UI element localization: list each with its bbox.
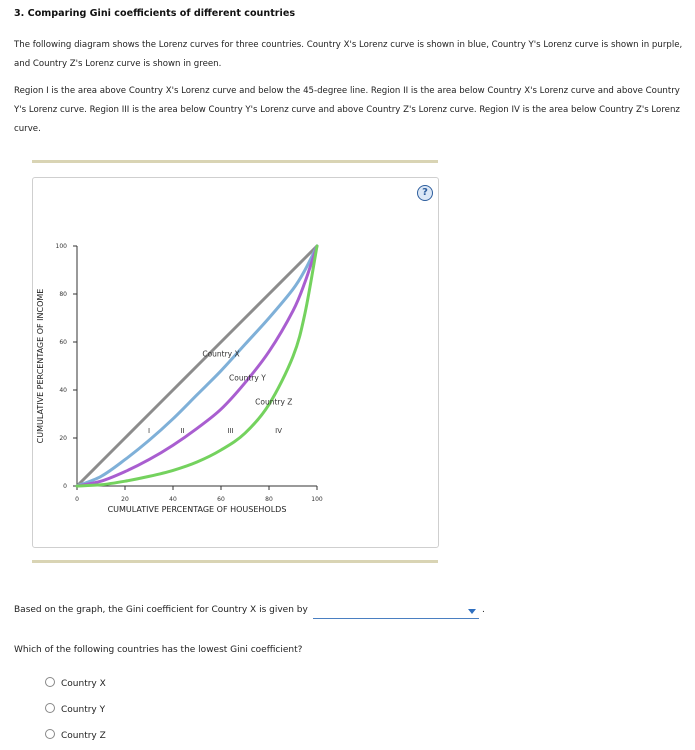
equality-line [77, 246, 317, 486]
gini-question-text: Based on the graph, the Gini coefficient for Country X is given by [14, 605, 308, 615]
region-label: III [227, 427, 234, 436]
question-mark-icon[interactable]: ? [417, 185, 433, 201]
lowest-gini-question: Which of the following countries has the lowest Gini coefficient? [14, 645, 303, 655]
question-title: 3. Comparing Gini coefficients of different countries [14, 8, 296, 19]
option-country-z[interactable] [45, 729, 106, 741]
x-axis-label: CUMULATIVE PERCENTAGE OF HOUSEHOLDS [107, 505, 287, 514]
y-tick-label: 20 [59, 435, 67, 442]
x-tick-label: 100 [311, 496, 323, 503]
curve-label: Country X [202, 349, 240, 359]
gini-dropdown[interactable] [313, 603, 479, 619]
x-tick-label: 40 [169, 496, 177, 503]
radio-icon[interactable] [45, 677, 55, 687]
x-tick-label: 80 [265, 496, 273, 503]
chart-series [77, 246, 317, 486]
option-country-x[interactable] [45, 677, 106, 689]
y-tick-label: 0 [63, 483, 67, 490]
option-label: Country Y [61, 705, 106, 715]
divider-top [32, 160, 438, 163]
region-label: II [180, 427, 185, 436]
radio-icon[interactable] [45, 703, 55, 713]
question-period: . [482, 605, 485, 615]
region-label: IV [275, 427, 283, 436]
option-country-y[interactable] [45, 703, 105, 715]
y-tick-label: 80 [59, 291, 67, 298]
option-label: Country X [61, 679, 106, 689]
regions-paragraph: Region I is the area above Country X's Lorenz curve and below the 45-degree line. Region II is the area below Country X's Lorenz curve and above Country Y's Lorenz curve. Region III is the area below Country Y's Lorenz curve and above Country Z's Lorenz curve. Region IV is the area below Country Z's Lorenz curve. [14, 86, 680, 134]
chevron-down-icon [468, 609, 476, 614]
option-label: Country Z [61, 731, 106, 741]
y-tick-label: 60 [59, 339, 67, 346]
intro-paragraph: The following diagram shows the Lorenz curves for three countries. Country X's Lorenz curve is shown in blue, Country Y's Lorenz curve is shown in purple, and Country Z's Lorenz curve is shown in green. [14, 40, 683, 69]
curve-label: Country Y [229, 373, 266, 383]
divider-bottom [32, 560, 438, 563]
y-tick-label: 40 [59, 387, 67, 394]
lorenz-chart [32, 177, 437, 546]
x-tick-label: 20 [121, 496, 129, 503]
y-axis-label: CUMULATIVE PERCENTAGE OF INCOME [36, 288, 45, 444]
curve-label: Country Z [255, 397, 293, 407]
x-tick-label: 60 [217, 496, 225, 503]
radio-icon[interactable] [45, 729, 55, 739]
x-tick-label: 0 [75, 496, 79, 503]
region-label: I [147, 427, 151, 436]
y-tick-label: 100 [55, 243, 67, 250]
